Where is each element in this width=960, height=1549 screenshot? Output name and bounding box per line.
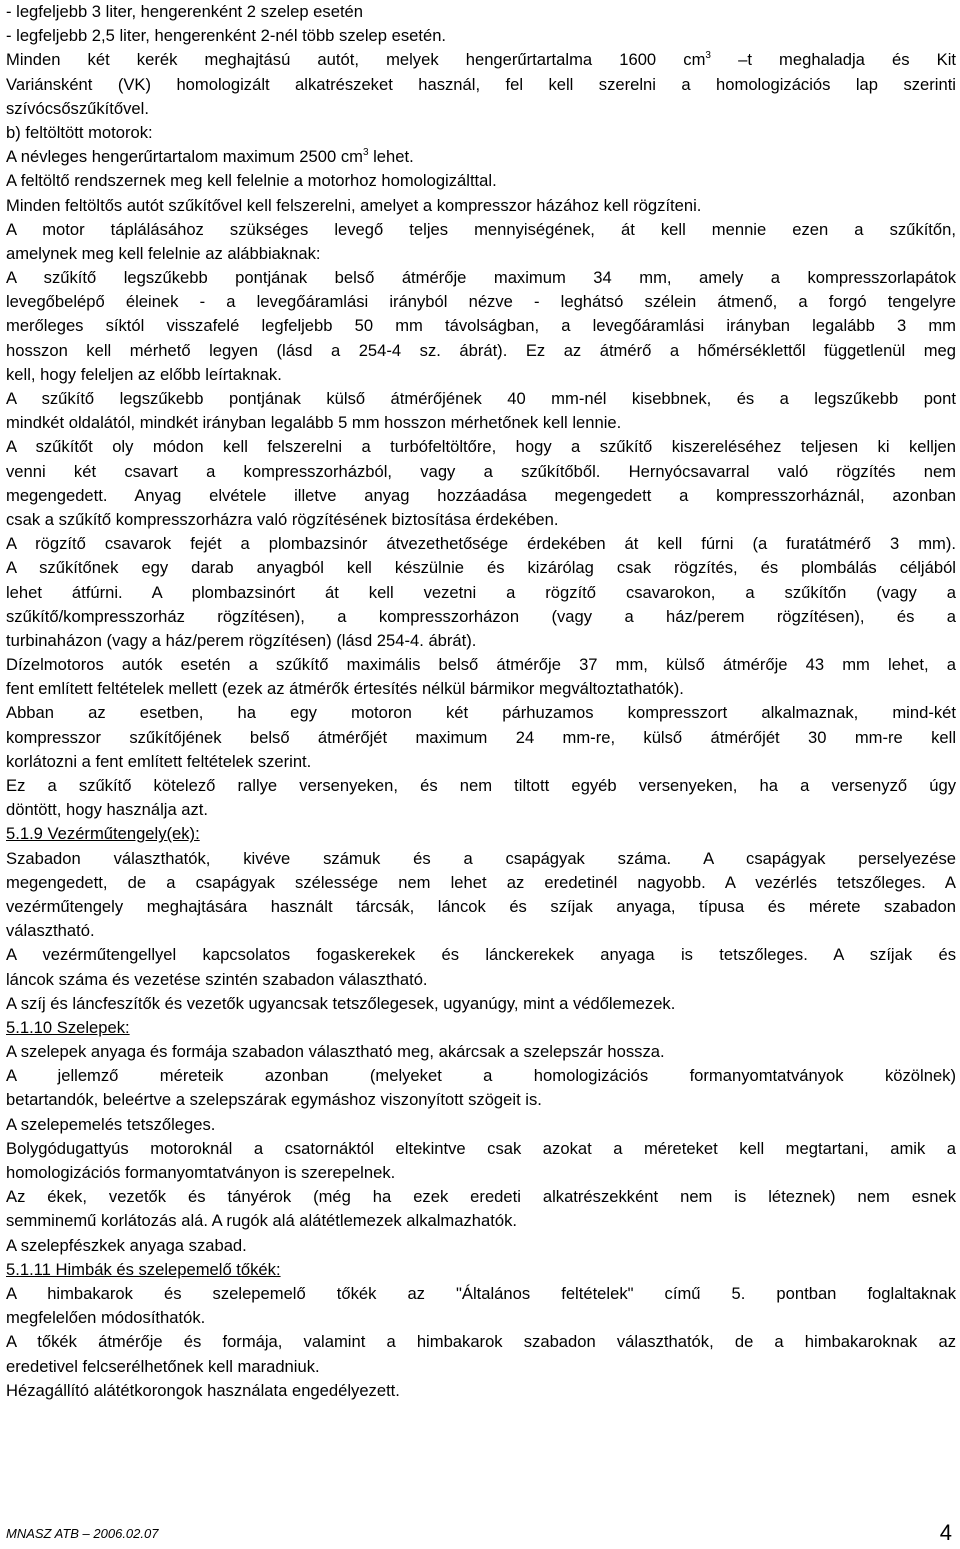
- section-heading-text: 5.1.11 Himbák és szelepemelő tőkék:: [6, 1259, 281, 1279]
- text-content: lehet átfúrni. A plombazsinórt át kell vezetni a rögzítő csavarokon, a szűkítőn (vagy a: [6, 582, 956, 602]
- text-content: A szűkítőnek egy darab anyagból kell készülnie és kizárólag csak rögzítés, és plombálás céljából: [6, 558, 956, 578]
- text-line: [6, 242, 956, 266]
- text-line: [6, 943, 956, 967]
- section-heading-text: 5.1.10 Szelepek:: [6, 1017, 130, 1037]
- text-content: A szelepek anyaga és formája szabadon választható meg, akárcsak a szelepszár hossza.: [6, 1042, 665, 1062]
- text-content: fent említett feltételek mellett (ezek az átmérők értesítés nélkül bármikor megváltoztathatók).: [6, 679, 684, 699]
- text-content: Bolygódugattyús motoroknál a csatornáktól eltekintve csak azokat a méreteket kell megtartani, amik a: [6, 1138, 956, 1158]
- text-line: [6, 484, 956, 508]
- text-content: A vezérműtengellyel kapcsolatos fogaskerekek és lánckerekek anyaga is tetszőleges. A szíjak és: [6, 945, 956, 965]
- text-line: [6, 726, 956, 750]
- text-line: [6, 314, 956, 338]
- text-line: [6, 1040, 956, 1064]
- text-line: [6, 556, 956, 580]
- document-body: [6, 0, 956, 1403]
- text-content: turbinaházon (vagy a ház/perem rögzítésen) (lásd 254-4. ábrát).: [6, 630, 477, 650]
- text-content: Minden feltöltős autót szűkítővel kell felszerelni, amelyet a kompresszor házához kell rögzíteni.: [6, 195, 702, 215]
- text-line: [6, 1161, 956, 1185]
- text-content: A rögzítő csavarok fejét a plombazsinór átvezethetősége érdekében át kell fúrni (a furatátmérő 3 mm).: [6, 534, 956, 554]
- text-content: A szíj és láncfeszítők és vezetők ugyancsak tetszőlegesek, ugyanúgy, mint a védőlemezek.: [6, 993, 676, 1013]
- text-content: levegőbelépő éleinek - a levegőáramlási irányból nézve - leghátsó szélein átmenő, a forgó tengelyre: [6, 292, 956, 312]
- text-line: [6, 1113, 956, 1137]
- text-content: semminemű korlátozás alá. A rugók alá alátétlemezek alkalmazhatók.: [6, 1211, 517, 1231]
- text-line: [6, 290, 956, 314]
- superscript: 3: [705, 50, 711, 62]
- text-content: korlátozni a fent említett feltételek szerint.: [6, 751, 312, 771]
- footer-document-id: MNASZ ATB – 2006.02.07: [6, 1526, 159, 1541]
- text-content: venni két csavart a kompresszorházból, vagy a szűkítőből. Hernyócsavarral való rögzítés nem: [6, 461, 956, 481]
- text-line: [6, 48, 956, 72]
- text-line: [6, 1282, 956, 1306]
- text-content: b) feltöltött motorok:: [6, 122, 153, 142]
- text-line: [6, 774, 956, 798]
- text-line: [6, 97, 956, 121]
- text-line: [6, 24, 956, 48]
- text-line: [6, 339, 956, 363]
- text-segment: –t meghaladja és Kit: [710, 50, 956, 70]
- text-line: [6, 653, 956, 677]
- text-line: [6, 992, 956, 1016]
- text-content: kell, hogy feleljen az előbb leírtaknak.: [6, 364, 282, 384]
- text-content: eredetivel felcserélhetőnek kell maradniuk.: [6, 1356, 320, 1376]
- text-line: [6, 508, 956, 532]
- text-segment: Minden két kerék meghajtású autót, melyek hengerűrtartalma 1600 cm: [6, 50, 706, 70]
- text-line: [6, 1137, 956, 1161]
- superscript: 3: [362, 147, 369, 159]
- text-content: Dízelmotoros autók esetén a szűkítő maximális belső átmérője 37 mm, külső átmérője 43 mm lehet, a: [6, 655, 956, 675]
- text-content: A himbakarok és szelepemelő tőkék az "Általános feltételek" című 5. pontban foglaltaknak: [6, 1283, 956, 1303]
- text-line: [6, 629, 956, 653]
- text-content: - legfeljebb 2,5 liter, hengerenként 2-nél több szelep esetén.: [6, 26, 447, 46]
- text-content: - legfeljebb 3 liter, hengerenként 2 szelep esetén: [6, 2, 364, 21]
- text-content: homologizációs formanyomtatványon is szerepelnek.: [6, 1163, 396, 1182]
- text-content: A motor táplálásához szükséges levegő teljes mennyiségének, át kell mennie ezen a szűkítőn,: [6, 219, 956, 239]
- text-content: mindkét oldalától, mindkét irányban legalább 5 mm hosszon mérhetőnek kell lennie.: [6, 413, 622, 433]
- text-content: betartandók, beleértve a szelepszárak egymáshoz viszonyított szögeit is.: [6, 1090, 542, 1110]
- text-line: [6, 169, 956, 193]
- text-content: döntött, hogy használja azt.: [6, 800, 209, 820]
- text-line: [6, 750, 956, 774]
- section-heading-text: 5.1.9 Vezérműtengely(ek):: [6, 824, 200, 844]
- text-line: [6, 1234, 956, 1258]
- text-content: A szűkítő legszűkebb pontjának külső átmérőjének 40 mm-nél kisebbnek, és a legszűkebb pont: [6, 389, 956, 408]
- text-line: [6, 1355, 956, 1379]
- text-content: választható.: [6, 921, 95, 941]
- text-line: [6, 460, 956, 484]
- text-content: amelynek meg kell felelnie az alábbiaknak:: [6, 243, 321, 263]
- text-line: [6, 1306, 956, 1330]
- text-content: A szelepfészkek anyaga szabad.: [6, 1235, 247, 1255]
- text-line: [6, 411, 956, 435]
- text-line: [6, 363, 956, 387]
- text-line: [6, 871, 956, 895]
- text-content: A tőkék átmérője és formája, valamint a himbakarok szabadon választhatók, de a himbakaroknak az: [6, 1332, 956, 1352]
- text-content: szűkítő/kompresszorház rögzítésen), a kompresszorházon (vagy a ház/perem rögzítésen), és a: [6, 606, 956, 626]
- text-content: Abban az esetben, ha egy motoron két párhuzamos kompresszort alkalmaznak, mind-két: [6, 703, 956, 723]
- text-content: A feltöltő rendszernek meg kell felelnie a motorhoz homologizálttal.: [6, 171, 497, 191]
- text-line: [6, 605, 956, 629]
- text-line: [6, 266, 956, 290]
- text-line: [6, 847, 956, 871]
- section-heading: [6, 1258, 956, 1282]
- text-content: megengedett. Anyag elvétele illetve anyag hozzáadása megengedett a kompresszorháznál, azonban: [6, 485, 956, 505]
- text-line: [6, 145, 956, 169]
- text-content: A szűkítőt oly módon kell felszerelni a turbófeltöltőre, hogy a szűkítő kiszereléséhez teljesen ki kelljen: [6, 437, 956, 457]
- text-content: láncok száma és vezetése szintén szabadon választható.: [6, 969, 428, 989]
- text-content: Variánsként (VK) homologizált alkatrészeket használ, fel kell szerelni a homologizációs lap szerinti: [6, 74, 956, 94]
- text-line: [6, 1185, 956, 1209]
- text-content: kompresszor szűkítőjének belső átmérőjét maximum 24 mm-re, külső átmérőjét 30 mm-re kell: [6, 727, 956, 747]
- text-content: A szelepemelés tetszőleges.: [6, 1114, 216, 1134]
- text-content: szívócsőszűkítővel.: [6, 98, 149, 118]
- text-line: [6, 387, 956, 411]
- text-line: [6, 1064, 956, 1088]
- text-line: [6, 968, 956, 992]
- text-content: vezérműtengely meghajtására használt tárcsák, láncok és szíjak anyaga, típusa és mérete szabadon: [6, 896, 956, 916]
- text-segment: A névleges hengerűrtartalom maximum 2500 cm: [6, 147, 363, 167]
- text-line: [6, 1088, 956, 1112]
- section-heading: [6, 1016, 956, 1040]
- text-content: csak a szűkítő kompresszorházra való rögzítésének biztosítása érdekében.: [6, 509, 559, 529]
- text-content: megfelelően módosíthatók.: [6, 1308, 206, 1328]
- text-content: Hézagállító alátétkorongok használata engedélyezett.: [6, 1380, 400, 1400]
- text-line: [6, 701, 956, 725]
- text-content: Ez a szűkítő kötelező rallye versenyeken, és nem tiltott egyéb versenyeken, ha a versenyző úgy: [6, 776, 956, 795]
- text-content: A jellemző méreteik azonban (melyeket a homologizációs formanyomtatványok közölnek): [6, 1066, 956, 1086]
- text-content: merőleges síktól visszafelé legfeljebb 50 mm távolságban, a levegőáramlási irányban legalább 3 mm: [6, 316, 956, 336]
- text-content: Az ékek, vezetők és tányérok (még ha ezek eredeti alkatrészekként nem is léteznek) nem esnek: [6, 1187, 956, 1207]
- text-line: [6, 218, 956, 242]
- text-line: [6, 581, 956, 605]
- text-line: [6, 895, 956, 919]
- text-line: [6, 194, 956, 218]
- text-line: [6, 919, 956, 943]
- text-line: [6, 1330, 956, 1354]
- text-segment: lehet.: [368, 147, 414, 167]
- text-line: [6, 73, 956, 97]
- text-line: [6, 0, 956, 24]
- text-line: [6, 1379, 956, 1403]
- section-heading: [6, 822, 956, 846]
- text-line: [6, 1209, 956, 1233]
- page-number: 4: [939, 1520, 952, 1545]
- text-line: [6, 435, 956, 459]
- text-content: hosszon kell mérhető legyen (lásd a 254-4 sz. ábrát). Ez az átmérő a hőmérséklettől függetlenül meg: [6, 340, 956, 360]
- text-line: [6, 798, 956, 822]
- text-line: [6, 532, 956, 556]
- text-content: A szűkítő legszűkebb pontjának belső átmérője maximum 34 mm, amely a kompresszorlapátok: [6, 268, 956, 288]
- text-line: [6, 677, 956, 701]
- text-content: Szabadon választhatók, kivéve számuk és a csapágyak száma. A csapágyak perselyezése: [6, 848, 956, 868]
- text-line: [6, 121, 956, 145]
- text-content: megengedett, de a csapágyak szélessége nem lehet az eredetinél nagyobb. A vezérlés tetszőleges. A: [6, 872, 956, 892]
